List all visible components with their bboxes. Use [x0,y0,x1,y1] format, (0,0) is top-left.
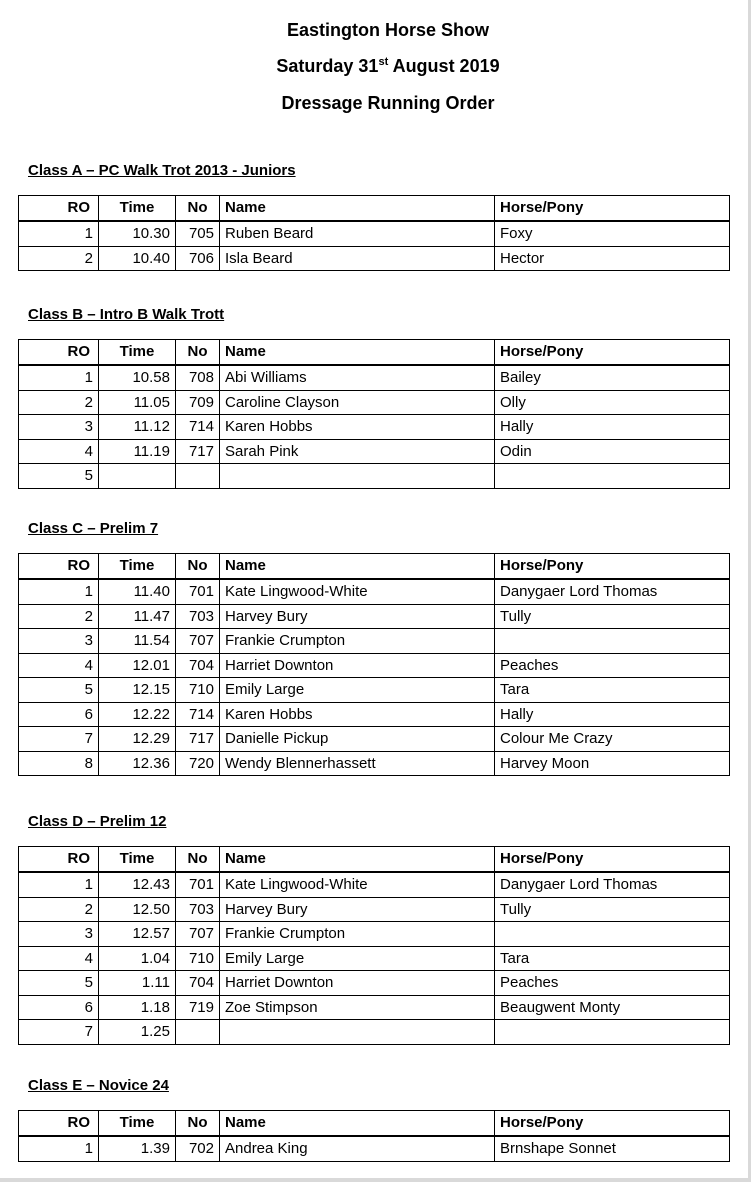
table-row [19,946,730,971]
ro-cell: 2 [19,246,99,271]
table-row [19,971,730,996]
table-header-row [19,196,730,222]
number-cell: 707 [176,629,220,654]
rider-name-cell: Ruben Beard [220,221,495,246]
time-cell: 12.01 [99,653,176,678]
ro-header: RO [19,554,99,580]
ro-cell: 6 [19,995,99,1020]
time-header: Time [99,847,176,873]
rider-name-cell: Andrea King [220,1136,495,1161]
time-header: Time [99,1111,176,1137]
number-cell: 719 [176,995,220,1020]
table-header-row [19,1111,730,1137]
rider-name-cell: Frankie Crumpton [220,629,495,654]
ro-cell: 3 [19,629,99,654]
ro-cell: 5 [19,678,99,703]
table-row [19,415,730,440]
class-b-table [18,339,730,489]
class-d-title: Class D – Prelim 12 [28,813,167,830]
ro-cell: 1 [19,1136,99,1161]
number-cell: 717 [176,439,220,464]
table-row [19,246,730,271]
name-header: Name [220,340,495,366]
ro-cell: 8 [19,751,99,776]
time-cell: 12.57 [99,922,176,947]
time-cell: 12.22 [99,702,176,727]
page-edge-bottom [0,1178,751,1182]
rider-name-cell: Danielle Pickup [220,727,495,752]
time-cell: 10.58 [99,365,176,390]
rider-name-cell: Kate Lingwood-White [220,579,495,604]
ro-cell: 5 [19,971,99,996]
horse-cell: Olly [495,390,730,415]
horse-cell: Peaches [495,971,730,996]
class-d-table [18,846,730,1045]
horse-cell: Danygaer Lord Thomas [495,579,730,604]
rider-name-cell: Kate Lingwood-White [220,872,495,897]
horse-cell: Beaugwent Monty [495,995,730,1020]
class-e-title: Class E – Novice 24 [28,1077,169,1094]
ro-cell: 1 [19,365,99,390]
time-cell: 12.15 [99,678,176,703]
time-cell [99,464,176,489]
horse-cell [495,1020,730,1045]
ro-cell: 4 [19,653,99,678]
rider-name-cell: Sarah Pink [220,439,495,464]
horse-cell: Peaches [495,653,730,678]
class-e-table [18,1110,730,1162]
time-cell: 11.54 [99,629,176,654]
number-cell: 710 [176,946,220,971]
horse-cell: Hector [495,246,730,271]
number-cell: 707 [176,922,220,947]
table-header-row [19,554,730,580]
horse-cell [495,464,730,489]
class-b-title: Class B – Intro B Walk Trott [28,306,225,323]
horse-cell [495,922,730,947]
table-row [19,678,730,703]
time-cell: 1.25 [99,1020,176,1045]
horse-cell: Tara [495,678,730,703]
time-cell: 1.18 [99,995,176,1020]
table-row [19,872,730,897]
rider-name-cell: Harvey Bury [220,604,495,629]
table-row [19,390,730,415]
rider-name-cell [220,1020,495,1045]
time-cell: 12.29 [99,727,176,752]
rider-name-cell: Harriet Downton [220,653,495,678]
ro-cell: 1 [19,579,99,604]
rider-name-cell: Isla Beard [220,246,495,271]
ro-cell: 2 [19,604,99,629]
show-date: Saturday 31st August 2019 [276,56,500,76]
horse-cell: Foxy [495,221,730,246]
number-header: No [176,1111,220,1137]
horse-cell: Brnshape Sonnet [495,1136,730,1161]
table-row [19,221,730,246]
time-cell: 12.43 [99,872,176,897]
time-cell: 1.04 [99,946,176,971]
class-a-title: Class A – PC Walk Trot 2013 - Juniors [28,162,296,179]
horse-header: Horse/Pony [495,340,730,366]
ro-cell: 2 [19,390,99,415]
name-header: Name [220,1111,495,1137]
number-cell [176,464,220,489]
rider-name-cell: Zoe Stimpson [220,995,495,1020]
table-header-row [19,847,730,873]
rider-name-cell: Caroline Clayson [220,390,495,415]
table-row [19,702,730,727]
ro-cell: 7 [19,727,99,752]
number-header: No [176,554,220,580]
horse-cell: Colour Me Crazy [495,727,730,752]
table-header-row [19,340,730,366]
time-cell: 10.40 [99,246,176,271]
horse-header: Horse/Pony [495,847,730,873]
number-cell: 701 [176,872,220,897]
table-row [19,439,730,464]
ro-cell: 3 [19,415,99,440]
rider-name-cell: Karen Hobbs [220,415,495,440]
table-row [19,751,730,776]
table-row [19,629,730,654]
time-cell: 11.40 [99,579,176,604]
ro-header: RO [19,196,99,222]
table-row [19,897,730,922]
table-row [19,995,730,1020]
horse-cell: Bailey [495,365,730,390]
time-header: Time [99,340,176,366]
ro-cell: 7 [19,1020,99,1045]
ro-cell: 6 [19,702,99,727]
number-cell: 704 [176,971,220,996]
table-row [19,653,730,678]
number-cell: 717 [176,727,220,752]
show-title: Eastington Horse Show [286,20,490,40]
horse-cell: Hally [495,702,730,727]
horse-header: Horse/Pony [495,1111,730,1137]
number-header: No [176,847,220,873]
horse-cell: Danygaer Lord Thomas [495,872,730,897]
number-cell: 703 [176,897,220,922]
time-cell: 12.36 [99,751,176,776]
ro-cell: 1 [19,221,99,246]
time-cell: 10.30 [99,221,176,246]
ro-cell: 5 [19,464,99,489]
number-header: No [176,196,220,222]
class-a-table [18,195,730,271]
ro-header: RO [19,847,99,873]
ro-header: RO [19,340,99,366]
horse-cell [495,629,730,654]
time-cell: 11.05 [99,390,176,415]
number-cell: 714 [176,702,220,727]
number-cell: 703 [176,604,220,629]
ro-cell: 4 [19,946,99,971]
time-cell: 11.12 [99,415,176,440]
number-cell: 702 [176,1136,220,1161]
number-cell: 714 [176,415,220,440]
table-row [19,604,730,629]
horse-cell: Odin [495,439,730,464]
name-header: Name [220,196,495,222]
number-header: No [176,340,220,366]
name-header: Name [220,847,495,873]
horse-cell: Harvey Moon [495,751,730,776]
horse-cell: Tara [495,946,730,971]
number-cell: 720 [176,751,220,776]
table-row [19,727,730,752]
time-header: Time [99,554,176,580]
rider-name-cell [220,464,495,489]
table-row [19,365,730,390]
rider-name-cell: Emily Large [220,678,495,703]
rider-name-cell: Harvey Bury [220,897,495,922]
rider-name-cell: Abi Williams [220,365,495,390]
time-cell: 1.11 [99,971,176,996]
horse-header: Horse/Pony [495,196,730,222]
ro-header: RO [19,1111,99,1137]
ro-cell: 4 [19,439,99,464]
number-cell: 704 [176,653,220,678]
number-cell: 710 [176,678,220,703]
table-row [19,1136,730,1161]
time-cell: 11.47 [99,604,176,629]
number-cell [176,1020,220,1045]
table-row [19,1020,730,1045]
table-row [19,922,730,947]
time-cell: 11.19 [99,439,176,464]
rider-name-cell: Wendy Blennerhassett [220,751,495,776]
rider-name-cell: Harriet Downton [220,971,495,996]
number-cell: 706 [176,246,220,271]
number-cell: 705 [176,221,220,246]
table-row [19,464,730,489]
ro-cell: 1 [19,872,99,897]
name-header: Name [220,554,495,580]
class-c-title: Class C – Prelim 7 [28,520,159,537]
horse-header: Horse/Pony [495,554,730,580]
number-cell: 701 [176,579,220,604]
time-cell: 1.39 [99,1136,176,1161]
horse-cell: Tully [495,897,730,922]
time-cell: 12.50 [99,897,176,922]
document-subtitle: Dressage Running Order [281,93,495,113]
table-row [19,579,730,604]
horse-cell: Hally [495,415,730,440]
rider-name-cell: Frankie Crumpton [220,922,495,947]
rider-name-cell: Karen Hobbs [220,702,495,727]
ro-cell: 3 [19,922,99,947]
number-cell: 708 [176,365,220,390]
time-header: Time [99,196,176,222]
number-cell: 709 [176,390,220,415]
horse-cell: Tully [495,604,730,629]
class-c-table [18,553,730,776]
rider-name-cell: Emily Large [220,946,495,971]
ro-cell: 2 [19,897,99,922]
